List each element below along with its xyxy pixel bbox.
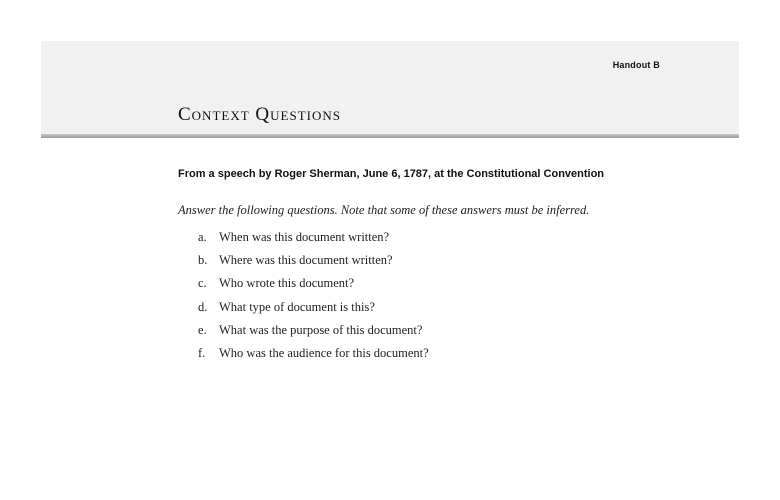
instructions-text: Answer the following questions. Note that some of these answers must be inferred.	[178, 203, 590, 217]
question-letter: e.	[198, 322, 207, 337]
question-letter: c.	[198, 276, 207, 291]
question-item	[198, 272, 429, 295]
header-band	[41, 41, 739, 134]
source-line: From a speech by Roger Sherman, June 6, 1787, at the Constitutional Convention	[178, 168, 605, 180]
question-item	[198, 249, 429, 272]
question-text: When was this document written?	[219, 230, 390, 245]
question-text: Where was this document written?	[219, 253, 393, 268]
question-letter: d.	[198, 299, 208, 314]
question-text: Who wrote this document?	[219, 276, 355, 291]
page-title: Context Questions	[178, 104, 341, 125]
question-text: What type of document is this?	[219, 299, 375, 314]
question-letter: b.	[198, 253, 208, 268]
question-text: Who was the audience for this document?	[219, 346, 429, 361]
question-item	[198, 226, 429, 249]
question-letter: a.	[198, 230, 207, 245]
question-item	[198, 319, 429, 342]
header-divider	[41, 134, 739, 138]
question-item	[198, 342, 429, 365]
handout-label: Handout B	[612, 60, 660, 70]
question-letter: f.	[198, 346, 206, 361]
question-text: What was the purpose of this document?	[219, 322, 423, 337]
question-list	[198, 226, 429, 365]
question-item	[198, 296, 429, 319]
